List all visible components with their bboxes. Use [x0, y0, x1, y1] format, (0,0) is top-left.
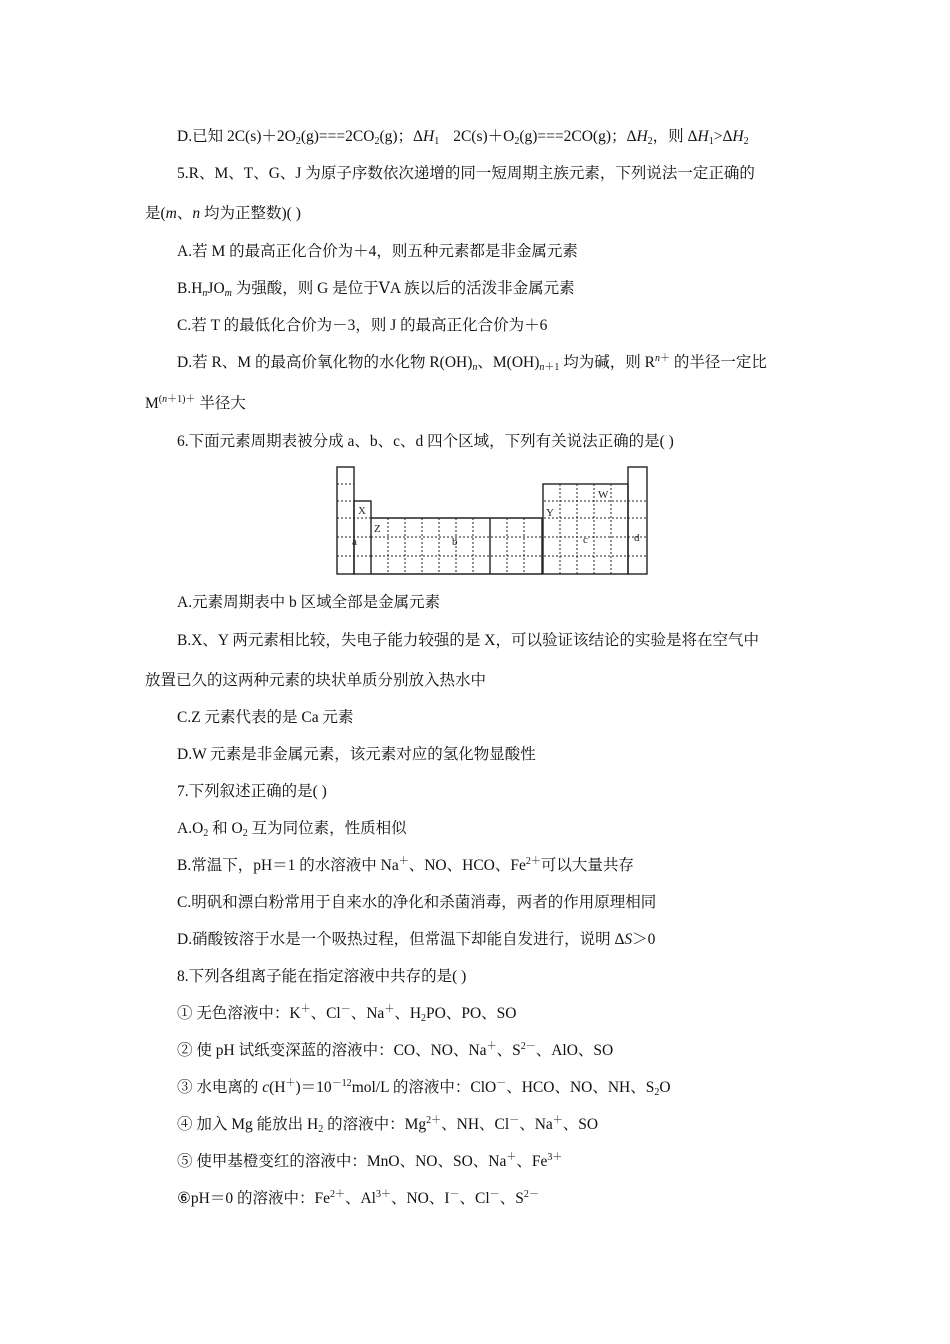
q7-option-d: D.硝酸铵溶于水是一个吸热过程，但常温下却能自发进行，说明 ΔS＞0	[177, 931, 656, 948]
q8-item-6: ⑥pH＝0 的溶液中：$Fe^{2+}$、$Al^{3+}$、NO、I－、Cl－、$S^{2-}$	[177, 1189, 539, 1207]
q7-option-a: $A.O_2$ 和 $O_2$ 互为同位素，性质相似	[177, 820, 407, 839]
label-x: X	[358, 505, 366, 517]
label-y: Y	[546, 507, 554, 519]
q8-item-2: ② 使 pH 试纸变深蓝的溶液中：CO、NO、Na＋、$S^{2-}$、AlO、SO	[177, 1041, 614, 1059]
q6-option-d: D.W 元素是非金属元素，该元素对应的氢化物显酸性	[177, 746, 536, 763]
q4-option-d: D.已知 $2C(s)+2O_2(g)===2CO_2(g)$；$\Delta H_1$ $2C(s)+O_2(g)===2CO(g)$；$\Delta H_2$，则 $\Delta H_1>\Delta H_2$	[177, 128, 749, 147]
label-w: W	[598, 489, 609, 501]
q8-item-1: ① 无色溶液中：K＋、Cl－、Na＋、$H_2PO$、PO、SO	[177, 1004, 517, 1024]
q5-option-c: C.若 T 的最低化合价为－3，则 J 的最高正化合价为＋6	[177, 317, 548, 334]
label-z: Z	[374, 523, 381, 535]
q8-item-5: ⑤ 使甲基橙变红的溶液中：MnO、NO、SO、Na＋、$Fe^{3+}$	[177, 1152, 563, 1170]
q6-option-b-line2: 放置已久的这两种元素的块状单质分别放入热水中	[145, 672, 487, 689]
q5-option-d-line1: D.若 R、M 的最高价氧化物的水化物 $R(OH)_n$、$M(OH)_{n+1}$ 均为碱，则 $R^{n+}$ 的半径一定比	[177, 353, 767, 373]
q5-stem-line2: 是(m、n 均为正整数)( )	[145, 205, 301, 222]
periodic-table-figure	[336, 466, 648, 576]
q5-option-d-line2: $M^{(n+1)+}$ 半径大	[145, 394, 246, 412]
q6-option-a: A.元素周期表中 b 区域全部是金属元素	[177, 594, 441, 611]
q5-stem-line1: 5.R、M、T、G、J 为原子序数依次递增的同一短周期主族元素，下列说法一定正确的	[177, 165, 755, 182]
q5-option-b: $B.H_nJO_m$ 为强酸，则 G 是位于ⅤA 族以后的活泼非金属元素	[177, 280, 575, 299]
q8-stem: 8.下列各组离子能在指定溶液中共存的是( )	[177, 968, 467, 985]
q7-option-c: C.明矾和漂白粉常用于自来水的净化和杀菌消毒，两者的作用原理相同	[177, 894, 657, 911]
q8-item-4: ④ 加入 Mg 能放出 $H_2$ 的溶液中：$Mg^{2+}$、NH、Cl－、Na＋、SO	[177, 1115, 599, 1135]
q6-stem: 6.下面元素周期表被分成 a、b、c、d 四个区域，下列有关说法正确的是( )	[177, 433, 674, 450]
q7-stem: 7.下列叙述正确的是( )	[177, 783, 327, 800]
label-b: b	[452, 536, 458, 548]
q5-option-a: A.若 M 的最高正化合价为＋4，则五种元素都是非金属元素	[177, 243, 578, 260]
label-d: d	[634, 532, 640, 544]
q8-item-3: ③ 水电离的 $c(H^+)=10^{-12}mol/L$ 的溶液中：ClO－、HCO、NO、NH、$S_2O$	[177, 1078, 671, 1098]
label-c: c	[583, 534, 588, 546]
q6-option-c: C.Z 元素代表的是 Ca 元素	[177, 709, 354, 726]
q6-option-b-line1: B.X、Y 两元素相比较，失电子能力较强的是 X，可以验证该结论的实验是将在空气中	[177, 632, 759, 649]
solid-outline	[337, 467, 647, 574]
label-a: a	[352, 536, 357, 548]
q7-option-b: B.常温下，pH＝1 的水溶液中 Na＋、NO、HCO、$Fe^{2+}$可以大量共存	[177, 856, 634, 874]
